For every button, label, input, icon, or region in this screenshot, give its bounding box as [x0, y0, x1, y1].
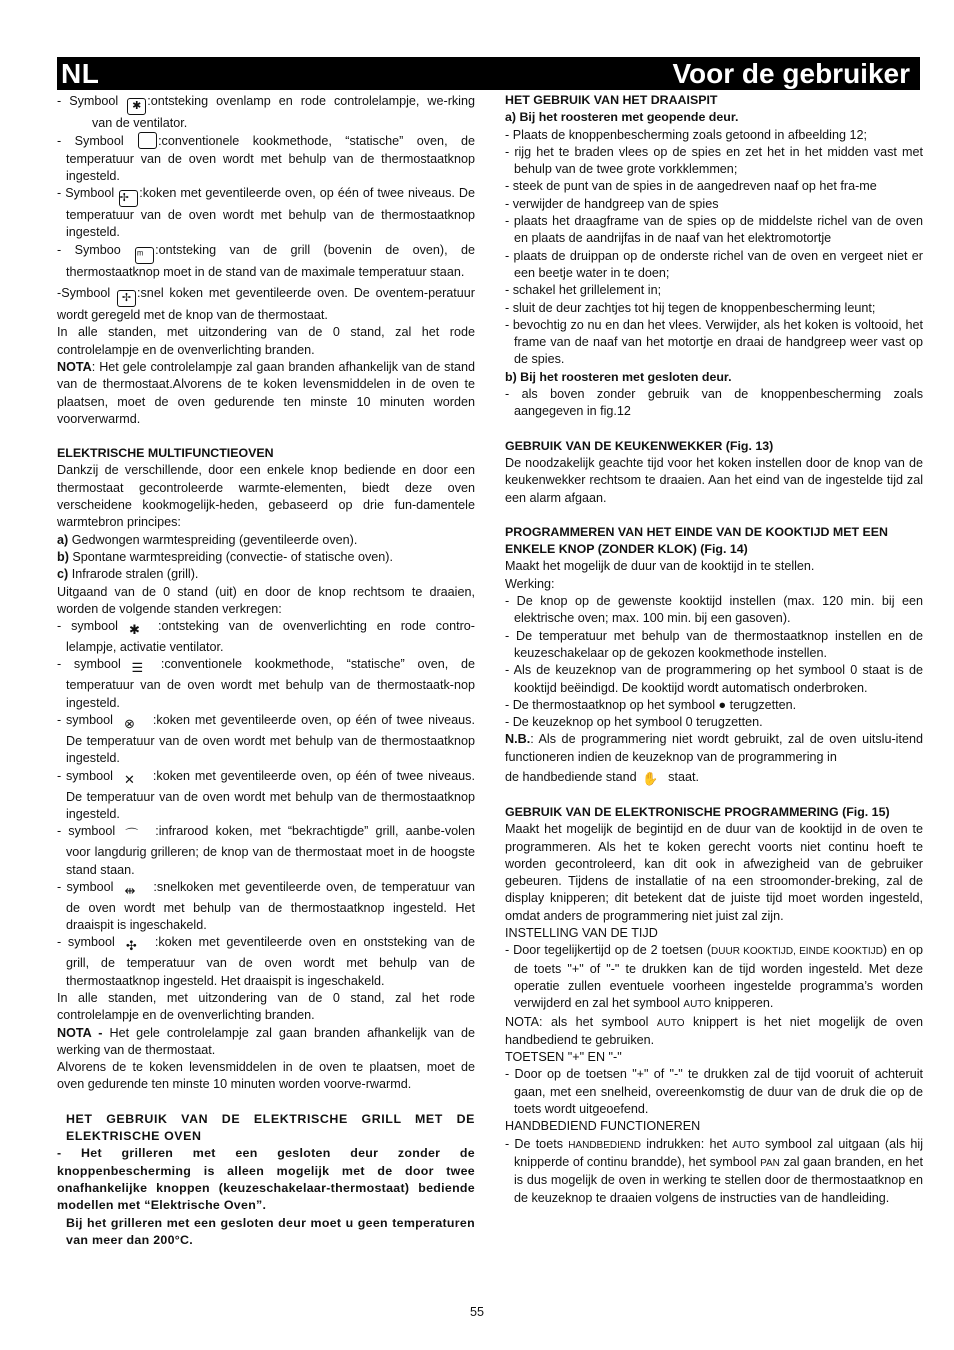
note: NOTA: Het gele controlelampje zal gaan branden afhankelijk van de stand van de thermostaat.Alvorens de te koken levensmiddelen in de oven te plaatsen, moet de oven gedurende ten minste 10 minuten worden voorverwarmd. [57, 359, 475, 426]
list-item: - als boven zonder gebruik van de knoppenbescherming zoals aangegeven in fig.12 [505, 387, 923, 419]
left-column [57, 93, 475, 1249]
mode-item: - symbool ✱ :ontsteking van de ovenverlichting en rode contro-lelampje, activatie ventilator. [57, 619, 475, 655]
list-item: - plaats het draagframe van de spies op de middelste richel van de oven en plaats de aandrijfas in de naaf van het elektromotortje [505, 214, 923, 246]
paragraph: TOETSEN "+" EN "-" [505, 1050, 622, 1065]
note: NOTA: als het symbool AUTO knippert is het niet mogelijk de oven handbediend te gebruiken. [505, 1014, 924, 1047]
list-item: - De thermostaatknop op het symbool ● terugzetten. [505, 697, 797, 712]
hand-icon: ✋ [642, 770, 659, 786]
note: de handbediende stand ✋ staat. [505, 769, 699, 786]
static-oven-icon [138, 132, 157, 149]
paragraph: Werking: [505, 576, 555, 591]
list-item: - Als de keuzeknop van de programmering op het symbool 0 staat is de kooktijd beëindigd. De kooktijd wordt automatisch onderbroken. [505, 663, 923, 695]
paragraph: Uitgaand van de 0 stand (uit) en door de knop rechtsom te draaien, worden de volgende standen verkregen: [57, 584, 475, 616]
note: NOTA - Het gele controlelampje zal gaan branden afhankelijk van de werking van de thermostaat. [57, 1025, 475, 1057]
list-item: - Plaats de knoppenbescherming zoals getoond in afbeelding 12; [505, 127, 867, 142]
section-heading: HET GEBRUIK VAN HET DRAAISPIT [505, 93, 718, 107]
fan-icon: ⊗ [123, 716, 135, 732]
fan-oven-icon: ✢ [119, 190, 138, 207]
list-item: - verwijder de handgreep van de spies [505, 196, 719, 211]
principle-c: c) Infrarode stralen (grill). [57, 567, 199, 582]
page-title: Voor de gebruiker [672, 57, 910, 89]
mode-item: - symbool ⊗ :koken met geventileerde oven, op één of twee niveaus. De temperatuur van de oven wordt met behulp van de thermostaatknop ingesteld. [57, 713, 475, 766]
list-item: - schakel het grillelement in; [505, 283, 662, 298]
grill-icon: ⌒ [125, 827, 139, 843]
rotisserie-icon: ⇹ [124, 882, 136, 898]
dot-icon: ● [718, 697, 727, 712]
symbol-item: - Symbool ✱ :ontsteking ovenlamp en rode controlelampje, we-rking van de ventilator. [57, 94, 475, 130]
mode-item: - symbool ☰ :conventionele kookmethode, “statische” oven, de temperatuur van de oven wordt met behulp van de thermostaatk-nop ingesteld. [57, 657, 475, 710]
static-oven-icon: ☰ [131, 660, 144, 676]
paragraph: HANDBEDIEND FUNCTIONEREN [505, 1119, 701, 1134]
right-column [505, 92, 923, 1207]
lamp-fan-icon: ✱ [129, 622, 140, 638]
symbol-item: - Symbool ✢ :koken met geventileerde oven, op één of twee niveaus. De temperatuur van de oven wordt met behulp van de thermostaatknop ingesteld. [57, 186, 475, 240]
note: N.B.: Als de programmering niet wordt gebruikt, zal de oven uitslu-itend functioneren indien de keuzeknop van de programmering in [505, 732, 923, 764]
list-item: - De keuzeknop op het symbool 0 terugzetten. [505, 715, 763, 730]
symbol-item: - Symbool :conventionele kookmethode, “statische” oven, de temperatuur van de oven wordt met behulp van de thermostaatknop ingesteld. [57, 134, 475, 183]
symbol-item: - Symboo ᵐ :ontsteking van de grill (bovenin de oven), de thermostaatknop moet in de stand van de maximale temperatuur staan. [57, 242, 475, 279]
fan-grill-rotisserie-icon: ✣ [125, 938, 137, 954]
mode-item: - symbool ⌒ :infrarood koken, met “bekrachtigde” grill, aanbe-volen voor langdurig grilleren; de knop van de thermostaat moet in de hoogste stand staan. [57, 824, 475, 877]
lamp-fan-icon: ✱ [127, 98, 146, 115]
section-heading: GEBRUIK VAN DE ELEKTRONISCHE PROGRAMMERING (Fig. 15) [505, 804, 890, 819]
list-item: - De toets HANDBEDIEND indrukken: het AUTO symbool zal uitgaan (als hij knipperde of continu brandde), het symbool PAN zal gaan branden, en het is dus mogelijk de oven in werking te stellen door de thermostaatknop en de keuzeknop te draaien volgens de instructies van de handleiding. [505, 1136, 924, 1205]
paragraph: In alle standen, met uitzondering van de 0 stand, zal het rode controlelampje en de ovenverlichting branden. [57, 325, 475, 357]
paragraph: In alle standen, met uitzondering van de 0 stand, zal het rode controlelampje en de ovenverlichting branden. [57, 990, 475, 1023]
list-item: - plaats de druippan op de onderste richel van de oven en vergeet niet er een beetje water in te doen; [505, 248, 923, 280]
list-item: - sluit de deur zachtjes tot hij tegen de knoppenbescherming leunt; [505, 300, 876, 315]
paragraph: Alvorens de te koken levensmiddelen in de oven te plaatsen, moet de oven gedurende ten minste 10 minuten worden voorve-rwarmd. [57, 1060, 475, 1092]
principle-a: a) Gedwongen warmtespreiding (geventileerde oven). [57, 532, 358, 547]
symbol-item: -Symbool ✢ :snel koken met geventileerde oven. De oventem-peratuur wordt geregeld met de knop van de thermostaat. [57, 286, 476, 323]
page-number: 55 [469, 1305, 484, 1319]
mode-item: - symbool ✕ :koken met geventileerde oven, op één of twee niveaus. De temperatuur van de oven wordt met behulp van de thermostaatknop ingesteld. [57, 768, 475, 821]
paragraph: De noodzakelijk geachte tijd voor het koken instellen door de knop van de keukenwekker rechtsom te draaien. Aan het eind van de ingestelde tijd zal een alarm afgaan. [505, 455, 923, 505]
principle-b: b) Spontane warmtespreiding (convectie- of statische oven). [57, 549, 393, 564]
paragraph: Maakt het mogelijk de begintijd en de duur van de kooktijd in de oven te programmeren. Als het te koken gerecht voorts niet continu hoeft te worden gecontroleerd, kan dit ook in afwezigheid van de gebruiker gebeuren. Tijdens de installatie of na een stroomonder-breking, zal de display knipperen; dit betekent dat de juiste tijd moet worden ingesteld, omdat anders de programmering niet juist zal zijn. [505, 822, 923, 923]
paragraph: Maakt het mogelijk de duur van de kooktijd in te stellen. [505, 559, 815, 574]
section-heading: PROGRAMMEREN VAN HET EINDE VAN DE KOOKTIJD MET EEN ENKELE KNOP (ZONDER KLOK) (Fig. 14) [505, 524, 888, 557]
page-header [57, 57, 920, 90]
list-item: - steek de punt van de spies in de aangedreven naaf op het fra-me [505, 179, 877, 194]
paragraph: Dankzij de verschillende, door een enkele knop bediende en door een thermostaat gecontroleerde warmte-elementen, biedt deze oven verscheidene kookmogelijk-heden, gebaseerd op drie fun-damentele warmtebron principes: [57, 463, 475, 530]
fan-bottom-heat-icon: ✕ [123, 771, 135, 787]
fast-fan-oven-icon: ✢ [117, 290, 136, 307]
paragraph: INSTELLING VAN DE TIJD [505, 926, 658, 941]
mode-item: - symbool ✣ :koken met geventileerde oven en onststeking van de grill, de temperatuur van de oven wordt met behulp van de thermostaatknop ingesteld. Het draaispit is ingeschakeld. [57, 935, 476, 988]
mode-item: - symbool ⇹ :snelkoken met geventileerde oven, de temperatuur van de oven wordt met behulp van de thermostaatknop ingesteld. Het draaispit is ingeschakeld. [57, 879, 475, 933]
list-item: - bevochtig zo nu en dan het vlees. Verwijder, als het koken is voltooid, het frame van de naaf van het motortje en draai de handgreep weer vast op de spies. [505, 317, 923, 367]
list-item: - Door tegelijkertijd op de 2 toetsen (DUUR KOOKTIJD, EINDE KOOKTIJD) en op de toets "+" of "-" te drukken kan de tijd worden ingesteld. Met deze operatie zullen eventuele voorheen ingestelde programma’s worden verwijderd en zal het symbool AUTO knipperen. [505, 943, 923, 1011]
subheading: a) Bij het roosteren met geopende deur. [505, 110, 739, 125]
subheading: b) Bij het roosteren met gesloten deur. [505, 369, 732, 384]
grill-icon: ᵐ [135, 247, 154, 264]
section-heading: HET GEBRUIK VAN DE ELEKTRISCHE GRILL MET DE ELEKTRISCHE OVEN [66, 1111, 475, 1144]
section-heading: ELEKTRISCHE MULTIFUNCTIEOVEN [57, 446, 274, 461]
grill-warning: Bij het grilleren met een gesloten deur moet u geen temperaturen van meer dan 200°C. [66, 1215, 475, 1247]
grill-warning: - Het grilleren met een gesloten deur zonder de knoppenbescherming is alleen mogelijk met de door twee onafhankelijke knoppen (keuzeschakelaar-thermostaat) bediende modellen met “Elektrische Oven”. [57, 1146, 475, 1213]
language-code: NL [61, 57, 100, 89]
list-item: - De temperatuur met behulp van de thermostaatknop instellen en de keuzeschakelaar op de gekozen kookmethode instellen. [505, 628, 923, 660]
list-item: - Door op de toetsen "+" of "-" te drukken zal de tijd vooruit of achteruit gaan, met een snelheid, overeenkomstig de duur van de druk die op de toets wordt uitgeoefend. [505, 1067, 923, 1117]
list-item: - De knop op de gewenste kooktijd instellen (max. 120 min. bij een elektrische oven; max. 100 min. bij een gasoven). [505, 594, 923, 626]
section-heading: GEBRUIK VAN DE KEUKENWEKKER (Fig. 13) [505, 438, 774, 453]
list-item: - rijg het te braden vlees op de spies en zet het in het midden vast met behulp van de twee grote vorkklemmen; [505, 144, 923, 177]
